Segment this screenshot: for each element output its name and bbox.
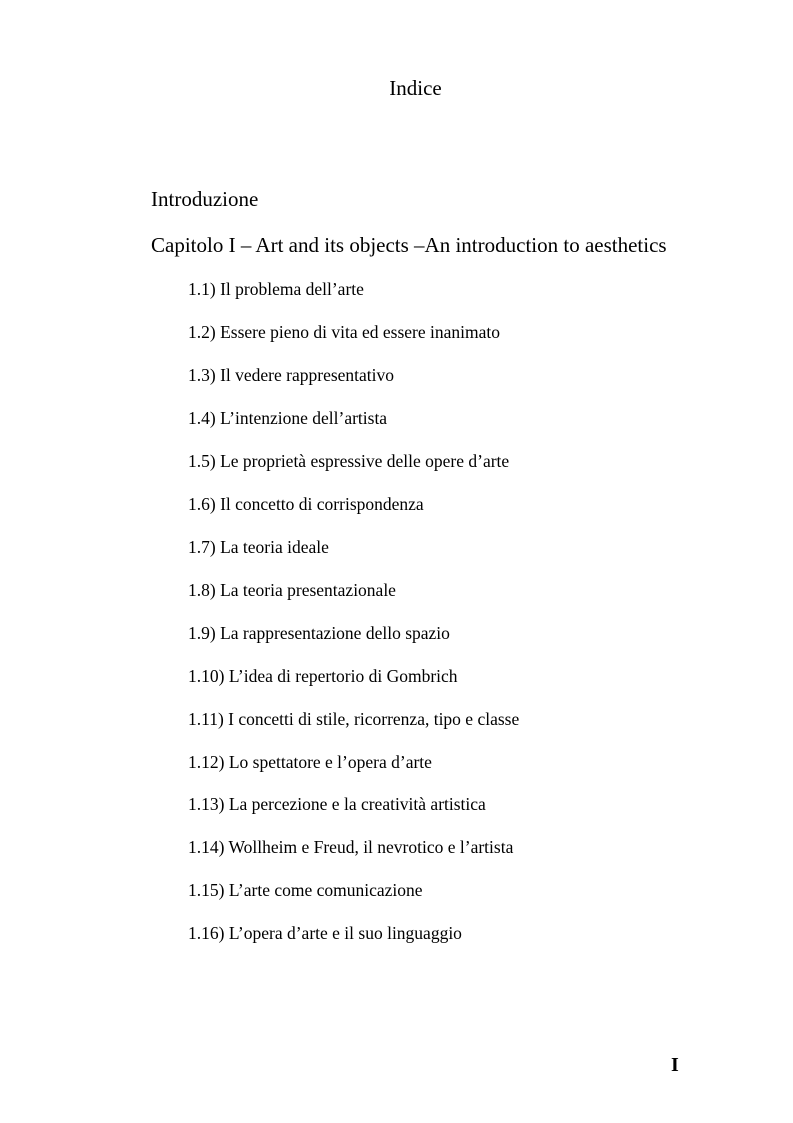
toc-section-1-10: 1.10) L’idea di repertorio di Gombrich	[188, 666, 458, 686]
toc-section-1-1: 1.1) Il problema dell’arte	[188, 279, 364, 299]
page-title: Indice	[389, 76, 442, 100]
toc-section-1-16: 1.16) L’opera d’arte e il suo linguaggio	[188, 923, 462, 943]
toc-section-1-13: 1.13) La percezione e la creatività artistica	[188, 794, 486, 814]
toc-section-1-7: 1.7) La teoria ideale	[188, 537, 329, 557]
toc-section-1-9: 1.9) La rappresentazione dello spazio	[188, 623, 450, 643]
toc-section-1-14: 1.14) Wollheim e Freud, il nevrotico e l’artista	[188, 837, 514, 857]
toc-section-1-5: 1.5) Le proprietà espressive delle opere d’arte	[188, 451, 510, 471]
toc-section-1-3: 1.3) Il vedere rappresentativo	[188, 365, 395, 385]
toc-section-1-15: 1.15) L’arte come comunicazione	[188, 880, 423, 900]
toc-section-1-8: 1.8) La teoria presentazionale	[188, 580, 396, 600]
page-number: I	[671, 1054, 679, 1076]
toc-section-1-6: 1.6) Il concetto di corrispondenza	[188, 494, 424, 514]
toc-section-1-12: 1.12) Lo spettatore e l’opera d’arte	[188, 752, 432, 772]
toc-chapter-1-title: Capitolo I – Art and its objects –An introduction to aesthetics	[151, 233, 667, 257]
toc-introduction: Introduzione	[151, 187, 259, 211]
toc-section-1-2: 1.2) Essere pieno di vita ed essere inanimato	[188, 322, 500, 342]
toc-section-1-4: 1.4) L’intenzione dell’artista	[188, 408, 388, 428]
toc-section-1-11: 1.11) I concetti di stile, ricorrenza, tipo e classe	[188, 709, 520, 729]
